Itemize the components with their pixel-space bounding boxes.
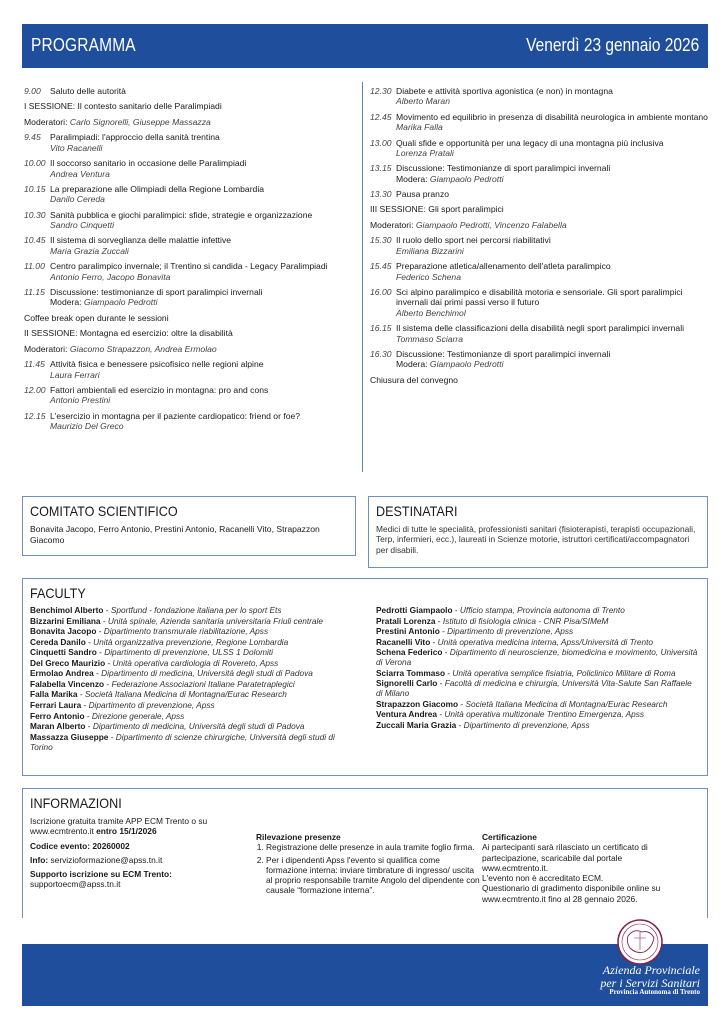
item-speaker: Antonio Prestini (50, 395, 111, 406)
item-title: Centro paralimpico invernale; il Trentino si candida - Legacy Paralimpiadi (50, 261, 328, 272)
item-time: 9.45 (24, 132, 41, 143)
faculty-affiliation: Unità operativa cardiologia di Rovereto, Apss (112, 657, 279, 668)
faculty-name: Ventura Andrea (376, 709, 438, 720)
moderators-label: Moderatori: (24, 116, 68, 127)
item-body (396, 261, 712, 282)
faculty-name: Schena Federico (376, 647, 443, 658)
item-time: 16.15 (370, 323, 392, 334)
logo-line-2: per i Servizi Sanitari (600, 975, 700, 990)
info-registration (30, 816, 256, 904)
item-title: Discussione: Testimonianze di sport paralimpici invernali (396, 163, 611, 174)
item-time: 12.00 (24, 384, 46, 395)
program-item (370, 261, 712, 282)
certification-text: Ai partecipanti sarà rilasciato un certificato di partecipazione, scaricabile dal portale www.ecmtrento.it. (482, 842, 648, 873)
program-item (24, 184, 354, 205)
item-speaker: Andrea Ventura (50, 168, 110, 179)
apss-logo-text (600, 964, 700, 997)
item-title: Attività fisica e benessere psicofisico nelle regioni alpine (50, 359, 264, 370)
session-moderators (24, 117, 354, 127)
item-title: Movimento ed equilibrio in presenza di disabilità neurologica in ambiente montano (396, 111, 708, 122)
moderators-names: Giacomo Strapazzon, Andrea Ermolao (69, 343, 217, 354)
comitato-scientifico-box (22, 496, 356, 556)
faculty-affiliation: Ufficio stampa, Provincia autonoma di Trento (459, 605, 625, 616)
item-body (396, 163, 712, 184)
faculty-name: Racanelli Vito (376, 636, 431, 647)
item-time: 10.00 (24, 158, 46, 169)
item-body (50, 184, 354, 205)
moderator-label: Modera: (396, 173, 428, 184)
logo-line-1: Azienda Provinciale (602, 963, 700, 977)
item-body (50, 411, 354, 432)
item-body (396, 235, 712, 256)
moderator-label: Modera: (50, 297, 82, 308)
item-speaker: Sandro Cinquetti (50, 220, 115, 231)
faculty-name: Sciarra Tommaso (376, 667, 446, 678)
item-time: 10.45 (24, 235, 46, 246)
program-item (24, 86, 354, 96)
faculty-name: Falabella Vincenzo (30, 678, 105, 689)
item-time: 15.45 (370, 261, 392, 272)
program-item (370, 323, 712, 344)
info-title: INFORMAZIONI (30, 795, 122, 811)
faculty-name: Pedrotti Giampaolo (376, 605, 453, 616)
faculty-member: Pratali Lorenza - Istituto di fisiologia clinica - CNR Pisa/SIMeM (376, 615, 609, 626)
program-item (24, 261, 354, 282)
item-speaker: Alberto Benchimol (396, 307, 466, 318)
faculty-box (22, 578, 708, 776)
item-time: 15.30 (370, 235, 392, 246)
faculty-member: Ferrari Laura - Dipartimento di prevenzione, Apss (30, 700, 215, 710)
faculty-member: Zuccali Maria Grazia - Dipartimento di prevenzione, Apss (376, 719, 590, 730)
faculty-affiliation: Istituto di fisiologia clinica - CNR Pisa/SIMeM (442, 615, 609, 626)
comitato-title: COMITATO SCIENTIFICO (30, 503, 178, 519)
item-body (50, 287, 354, 308)
event-date: Venerdì 23 gennaio 2026 (525, 35, 699, 56)
item-speaker: Danilo Cereda (50, 194, 105, 205)
faculty-affiliation: Dipartimento transmurale riabilitazione, Apss (103, 626, 269, 637)
program-item (370, 287, 712, 318)
faculty-name: Massazza Giuseppe (30, 731, 109, 742)
session-heading: I SESSIONE: Il contesto sanitario delle Paralimpiadi (24, 101, 222, 112)
faculty-affiliation: Società Italiana Medicina di Montagna/Eurac Research (465, 698, 668, 709)
session-heading: III SESSIONE: Gli sport paralimpici (370, 204, 504, 215)
faculty-affiliation: Unità operativa medicina interna, Apss/Università di Trento (437, 636, 653, 647)
faculty-member: Schena Federico - Dipartimento di neuroscienze, biomedicina e movimento, Università di Verona (376, 647, 698, 668)
destinatari-title: DESTINATARI (376, 503, 458, 519)
program-item (24, 287, 354, 308)
item-moderator (396, 359, 712, 369)
destinatari-text: Medici di tutte le specialità, professionisti sanitari (fisioterapisti, terapisti occupazionali, Terp, infermieri, ecc.), laureati in Scienze motorie, istruttori certificati/accompagnatori per disabili. (376, 524, 696, 555)
faculty-name: Falla Marika (30, 689, 78, 700)
info-certification (482, 832, 682, 904)
item-title: Discussione: Testimonianze di sport paralimpici invernali (396, 348, 611, 359)
item-body (396, 323, 712, 344)
faculty-affiliation: Unità organizzativa prevenzione, Regione Lombardia (93, 636, 289, 647)
faculty-member: Strapazzon Giacomo - Società Italiana Medicina di Montagna/Eurac Research (376, 698, 668, 709)
program-item (24, 210, 354, 231)
item-body (396, 189, 712, 199)
item-speaker: Federico Schena (396, 271, 461, 282)
faculty-affiliation: Dipartimento di scienze chirurgiche, Università degli studi di Torino (30, 731, 335, 752)
item-time: 13.15 (370, 163, 392, 174)
item-title: Discussione: testimonianze di sport paralimpici invernali (50, 286, 263, 297)
faculty-right-column (364, 606, 700, 753)
item-time: 9.00 (24, 86, 41, 96)
support-email[interactable]: supportoecm@apss.tn.it (30, 879, 121, 890)
faculty-name: Signorelli Carlo (376, 678, 438, 689)
program-item (370, 349, 712, 370)
faculty-member: Del Greco Maurizio - Unità operativa cardiologia di Rovereto, Apss (30, 657, 279, 668)
item-body (396, 349, 712, 370)
faculty-title: FACULTY (30, 585, 86, 601)
faculty-affiliation: Unità operativa semplice fisiatria, Policlinico Militare di Roma (452, 667, 676, 678)
item-speaker: Vito Racanelli (50, 142, 103, 153)
item-title: Saluto delle autorità (50, 86, 126, 96)
faculty-name: Bizzarini Emiliana (30, 615, 101, 626)
program-item (24, 411, 354, 432)
certification-title: Certificazione (482, 832, 537, 843)
faculty-name: Cinquetti Sandro (30, 647, 97, 658)
program-item (24, 359, 354, 380)
item-title: Fattori ambientali ed esercizio in montagna: pro and cons (50, 384, 269, 395)
faculty-member: Sciarra Tommaso - Unità operativa semplice fisiatria, Policlinico Militare di Roma (376, 667, 676, 678)
faculty-member: Cereda Danilo - Unità organizzativa prevenzione, Regione Lombardia (30, 636, 289, 647)
faculty-member: Ermolao Andrea - Dipartimento di medicina, Università degli studi di Padova (30, 668, 313, 679)
page-header (22, 24, 708, 68)
certification-survey: Questionario di gradimento disponibile online su www.ecmtrento.it fino al 28 gennaio 2026. (482, 883, 661, 904)
program-item (370, 163, 712, 184)
session-heading: Chiusura del convegno (370, 374, 458, 385)
faculty-name: Zuccali Maria Grazia (376, 719, 457, 730)
faculty-affiliation: Unità operativa multizonale Trentino Emergenza, Apss (444, 709, 645, 720)
item-speaker: Antonio Ferro, Jacopo Bonavita (50, 271, 171, 282)
program-item (370, 112, 712, 133)
certification-ecm: L'evento non è accreditato ECM. (482, 873, 604, 884)
item-time: 12.45 (370, 111, 392, 122)
faculty-affiliation: Sportfund - fondazione italiana per lo sport Ets (110, 605, 282, 616)
item-time: 11.45 (24, 359, 45, 370)
item-title: Preparazione atletica/allenamento dell'atleta paralimpico (396, 261, 611, 272)
moderator-name: Giampaolo Pedrotti (429, 359, 504, 370)
faculty-member: Massazza Giuseppe - Dipartimento di scienze chirurgiche, Università degli studi di Torino (30, 731, 335, 752)
item-time: 12.30 (370, 86, 392, 96)
faculty-name: Prestini Antonio (376, 626, 440, 637)
faculty-left-column (30, 606, 364, 753)
item-title: Sanità pubblica e giochi paralimpici: sfide, strategie e organizzazione (50, 209, 313, 220)
faculty-member: Falabella Vincenzo - Federazione Associazioni Italiane Paratetraplegici (30, 678, 295, 689)
item-body (50, 158, 354, 179)
faculty-affiliation: Direzione generale, Apss (91, 710, 185, 721)
attendance-title: Rilevazione presenze (256, 832, 341, 843)
registration-text: Iscrizione gratuita tramite APP ECM Trento o su www.ecmtrento.it (30, 816, 208, 837)
item-time: 11.15 (24, 286, 45, 297)
faculty-name: Pratali Lorenza (376, 615, 436, 626)
faculty-name: Del Greco Maurizio (30, 657, 106, 668)
support-label: Supporto iscrizione su ECM Trento: (30, 869, 172, 880)
program-item (370, 138, 712, 159)
moderators-names: Giampaolo Pedrotti, Vincenzo Falabella (415, 219, 567, 230)
faculty-affiliation: Unità spinale, Azienda sanitaria universitaria Friuli centrale (107, 615, 323, 626)
session-heading: II SESSIONE: Montagna ed esercizio: oltre la disabilità (24, 328, 233, 339)
faculty-member: Bonavita Jacopo - Dipartimento transmurale riabilitazione, Apss (30, 626, 269, 637)
item-body (50, 86, 354, 96)
faculty-member: Benchimol Alberto - Sportfund - fondazione italiana per lo sport Ets (30, 605, 282, 616)
moderators-label: Moderatori: (370, 219, 414, 230)
item-title: Il ruolo dello sport nei percorsi riabilitativi (396, 235, 551, 246)
event-code: 20260002 (92, 840, 130, 851)
item-title: Pausa pranzo (396, 189, 450, 200)
item-speaker: Emiliana Bizzarini (396, 245, 464, 256)
info-email[interactable]: servizioformazione@apss.tn.it (50, 854, 163, 865)
item-time: 16.00 (370, 286, 392, 297)
item-body (50, 210, 354, 231)
item-time: 16.30 (370, 348, 392, 359)
item-title: La preparazione alle Olimpiadi della Regione Lombardia (50, 183, 265, 194)
faculty-affiliation: Dipartimento di neuroscienze, biomedicina e movimento, Università di Verona (376, 647, 698, 668)
item-speaker: Maurizio Del Greco (50, 421, 124, 432)
item-body (50, 359, 354, 380)
faculty-name: Benchimol Alberto (30, 605, 104, 616)
faculty-name: Ermolao Andrea (30, 668, 94, 679)
faculty-member: Cinquetti Sandro - Dipartimento di prevenzione, ULSS 1 Dolomiti (30, 647, 274, 658)
faculty-affiliation: Dipartimento di prevenzione, Apss (447, 626, 574, 637)
faculty-name: Bonavita Jacopo (30, 626, 97, 637)
moderators-label: Moderatori: (24, 343, 68, 354)
item-moderator (396, 174, 712, 184)
item-body (396, 86, 712, 107)
item-time: 10.15 (24, 183, 46, 194)
faculty-affiliation: Dipartimento di medicina, Università degli studi di Padova (92, 721, 305, 732)
faculty-member: Racanelli Vito - Unità operativa medicina interna, Apss/Università di Trento (376, 636, 653, 647)
program-item (24, 235, 354, 256)
faculty-member: Falla Marika - Società Italiana Medicina di Montagna/Eurac Research (30, 689, 287, 700)
faculty-affiliation: Dipartimento di prevenzione, Apss (463, 719, 590, 730)
moderator-name: Giampaolo Pedrotti (83, 297, 158, 308)
item-speaker: Marika Falla (396, 122, 443, 133)
faculty-member: Maran Alberto - Dipartimento di medicina, Università degli studi di Padova (30, 721, 305, 732)
item-title: Sci alpino paralimpico e disabilità motoria e sensoriale. Gli sport paralimpici invernali dai primi passi verso il futuro (396, 286, 683, 308)
faculty-name: Ferro Antonio (30, 710, 85, 721)
item-body (50, 385, 354, 406)
faculty-member: Pedrotti Giampaolo - Ufficio stampa, Provincia autonoma di Trento (376, 605, 625, 616)
column-divider (362, 82, 363, 472)
program-item (24, 132, 354, 153)
moderator-label: Modera: (396, 359, 428, 370)
item-speaker: Laura Ferrari (50, 369, 100, 380)
faculty-affiliation: Dipartimento di prevenzione, Apss (88, 700, 215, 710)
registration-deadline: entro 15/1/2026 (96, 826, 157, 837)
item-time: 12.15 (24, 410, 46, 421)
program-item (370, 189, 712, 199)
item-speaker: Lorenza Pratali (396, 148, 454, 159)
info-attendance (256, 832, 482, 904)
faculty-name: Maran Alberto (30, 721, 86, 732)
program-item (24, 385, 354, 406)
faculty-member: Ventura Andrea - Unità operativa multizonale Trentino Emergenza, Apss (376, 709, 645, 720)
item-title: Paralimpiadi: l'approccio della sanità trentina (50, 132, 220, 143)
faculty-affiliation: Dipartimento di prevenzione, ULSS 1 Dolomiti (104, 647, 274, 658)
item-speaker: Tommaso Sciarra (396, 333, 464, 344)
item-time: 13.00 (370, 137, 392, 148)
moderator-name: Giampaolo Pedrotti (429, 173, 504, 184)
faculty-name: Ferrari Laura (30, 700, 82, 710)
destinatari-box (368, 496, 708, 568)
item-title: Quali sfide e opportunità per una legacy di una montagna più inclusiva (396, 137, 664, 148)
faculty-affiliation: Dipartimento di medicina, Università degli studi di Padova (101, 668, 313, 679)
session-heading: Coffee break open durante le sessioni (24, 312, 169, 323)
item-moderator (50, 297, 354, 307)
comitato-text: Bonavita Jacopo, Ferro Antonio, Prestini Antonio, Racanelli Vito, Strapazzon Giacomo (30, 524, 320, 545)
session-moderators (370, 220, 712, 230)
faculty-affiliation: Facoltà di medicina e chirurgia, Università Vita-Salute San Raffaele di Milano (376, 678, 692, 699)
page-title: PROGRAMMA (31, 35, 136, 56)
program-item (370, 86, 712, 107)
session-moderators (24, 344, 354, 354)
program-left-column (24, 86, 354, 436)
attendance-item: 1. Registrazione delle presenze in aula tramite foglio firma. (266, 842, 482, 852)
faculty-member: Prestini Antonio - Dipartimento di prevenzione, Apss (376, 626, 574, 637)
informazioni-box (22, 788, 708, 918)
item-title: Il sistema delle classificazioni della disabilità negli sport paralimpici invernali (396, 323, 685, 334)
item-body (50, 132, 354, 153)
item-title: Il soccorso sanitario in occasione delle Paralimpiadi (50, 158, 247, 169)
program-item (24, 158, 354, 179)
item-time: 10.30 (24, 209, 46, 220)
info-label: Info: (30, 854, 49, 865)
item-speaker: Alberto Maran (396, 96, 450, 107)
program-right-column (370, 86, 712, 390)
apss-logo-icon (600, 914, 680, 966)
item-time: 11.00 (24, 261, 45, 272)
item-body (50, 235, 354, 256)
faculty-member: Signorelli Carlo - Facoltà di medicina e chirurgia, Università Vita-Salute San Raffaele di Milano (376, 678, 692, 699)
item-body (396, 112, 712, 133)
item-speaker: Maria Grazia Zuccali (50, 245, 129, 256)
item-title: Il sistema di sorveglianza delle malattie infettive (50, 235, 232, 246)
item-body (50, 261, 354, 282)
item-body (396, 138, 712, 159)
item-body (396, 287, 712, 318)
item-title: L'esercizio in montagna per il paziente cardiopatico: friend or foe? (50, 410, 301, 421)
faculty-affiliation: Federazione Associazioni Italiane Paratetraplegici (111, 678, 295, 689)
logo-line-3: Provincia Autonoma di Trento (609, 988, 700, 997)
item-title: Diabete e attività sportiva agonistica (e non) in montagna (396, 86, 613, 96)
moderators-names: Carlo Signorelli, Giuseppe Massazza (69, 116, 211, 127)
faculty-affiliation: Società Italiana Medicina di Montagna/Eurac Research (84, 689, 287, 700)
event-code-label: Codice evento: (30, 840, 91, 851)
item-time: 13.30 (370, 189, 392, 200)
faculty-name: Strapazzon Giacomo (376, 698, 459, 709)
faculty-member: Ferro Antonio - Direzione generale, Apss (30, 710, 185, 721)
faculty-member: Bizzarini Emiliana - Unità spinale, Azienda sanitaria universitaria Friuli centrale (30, 615, 323, 626)
faculty-name: Cereda Danilo (30, 636, 86, 647)
attendance-item: 2. Per i dipendenti Apss l'evento si qualifica come formazione interna: inviare timbrature di ingresso/ uscita al proprio responsabile tramite Angolo del dipendente con causale “formazione interna”. (266, 855, 482, 896)
program-item (370, 235, 712, 256)
